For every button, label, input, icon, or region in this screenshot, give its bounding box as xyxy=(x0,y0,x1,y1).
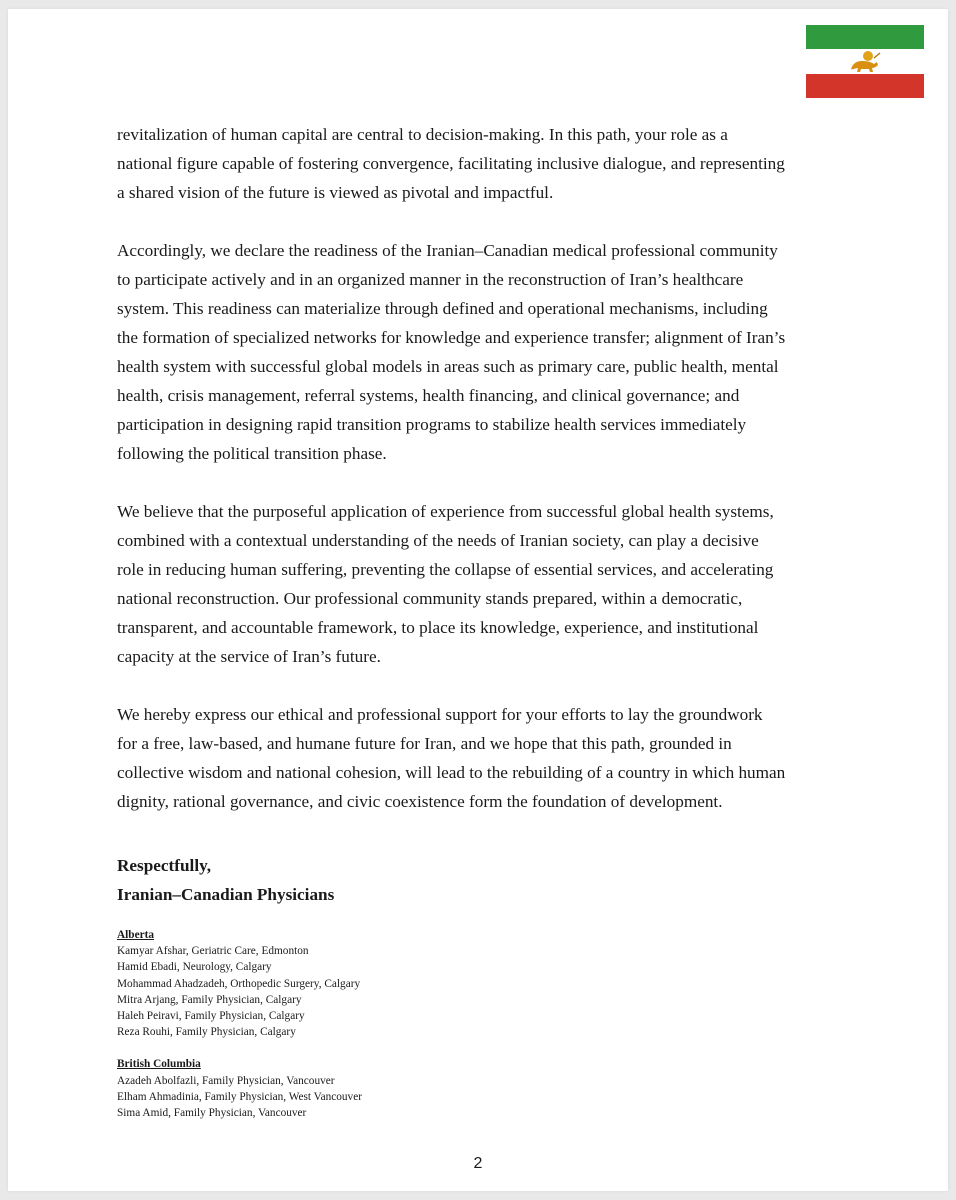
signer-entry: Azadeh Abolfazli, Family Physician, Vancouver xyxy=(117,1074,335,1087)
text-line: capacity at the service of Iran’s future. xyxy=(117,647,381,666)
signer-entry: Mitra Arjang, Family Physician, Calgary xyxy=(117,993,302,1006)
text-line: a shared vision of the future is viewed as pivotal and impactful. xyxy=(117,183,554,202)
region-alberta xyxy=(117,927,362,1040)
flag-red-stripe xyxy=(806,74,924,98)
lion-and-sun-icon xyxy=(847,49,883,75)
text-line: health, crisis management, referral systems, health financing, and clinical governance; and xyxy=(117,386,740,405)
paragraph-support xyxy=(117,700,857,816)
signer-entry: Elham Ahmadinia, Family Physician, West Vancouver xyxy=(117,1090,362,1103)
region-british-columbia xyxy=(117,1056,362,1121)
text-line: participation in designing rapid transition programs to stabilize health services immediately xyxy=(117,415,747,434)
text-line: national figure capable of fostering convergence, facilitating inclusive dialogue, and representing xyxy=(117,154,785,173)
signature: Iranian–Canadian Physicians xyxy=(117,885,335,904)
text-line: collective wisdom and national cohesion, will lead to the rebuilding of a country in which human xyxy=(117,763,786,782)
text-line: dignity, rational governance, and civic coexistence form the foundation of development. xyxy=(117,792,723,811)
paragraph-belief xyxy=(117,497,857,671)
text-line: following the political transition phase. xyxy=(117,444,387,463)
closing-block xyxy=(117,851,334,909)
signer-entry: Mohammad Ahadzadeh, Orthopedic Surgery, Calgary xyxy=(117,977,361,990)
text-line: system. This readiness can materialize through defined and operational mechanisms, including xyxy=(117,299,768,318)
text-line: national reconstruction. Our professional community stands prepared, within a democratic, xyxy=(117,589,743,608)
region-heading: British Columbia xyxy=(117,1058,201,1071)
text-line: We believe that the purposeful application of experience from successful global health systems, xyxy=(117,502,774,521)
text-line: We hereby express our ethical and professional support for your efforts to lay the groundwork xyxy=(117,705,763,724)
paragraph-readiness xyxy=(117,236,857,468)
signer-entry: Kamyar Afshar, Geriatric Care, Edmonton xyxy=(117,945,309,958)
text-line: the formation of specialized networks for knowledge and experience transfer; alignment of Iran’s xyxy=(117,328,786,347)
text-line: role in reducing human suffering, preventing the collapse of essential services, and accelerating xyxy=(117,560,774,579)
iran-lion-and-sun-flag xyxy=(806,25,924,98)
signer-entry: Sima Amid, Family Physician, Vancouver xyxy=(117,1107,307,1120)
letter-body xyxy=(117,120,857,845)
document-page xyxy=(8,9,948,1191)
page-number: 2 xyxy=(473,1155,483,1172)
text-line: to participate actively and in an organized manner in the reconstruction of Iran’s healthcare xyxy=(117,270,744,289)
signers-list xyxy=(117,927,362,1137)
region-heading: Alberta xyxy=(117,929,155,941)
signer-entry: Hamid Ebadi, Neurology, Calgary xyxy=(117,961,272,974)
text-line: transparent, and accountable framework, to place its knowledge, experience, and institutional xyxy=(117,618,759,637)
flag-green-stripe xyxy=(806,25,924,49)
text-line: Accordingly, we declare the readiness of the Iranian–Canadian medical professional community xyxy=(117,241,778,260)
signer-entry: Haleh Peiravi, Family Physician, Calgary xyxy=(117,1010,305,1023)
signer-entry: Reza Rouhi, Family Physician, Calgary xyxy=(117,1026,296,1039)
text-line: combined with a contextual understanding of the needs of Iranian society, can play a decisive xyxy=(117,531,759,550)
salutation: Respectfully, xyxy=(117,856,212,875)
text-line: revitalization of human capital are central to decision-making. In this path, your role as a xyxy=(117,125,728,144)
text-line: for a free, law-based, and humane future for Iran, and we hope that this path, grounded in xyxy=(117,734,732,753)
paragraph-role xyxy=(117,120,857,207)
text-line: health system with successful global models in areas such as primary care, public health, mental xyxy=(117,357,779,376)
